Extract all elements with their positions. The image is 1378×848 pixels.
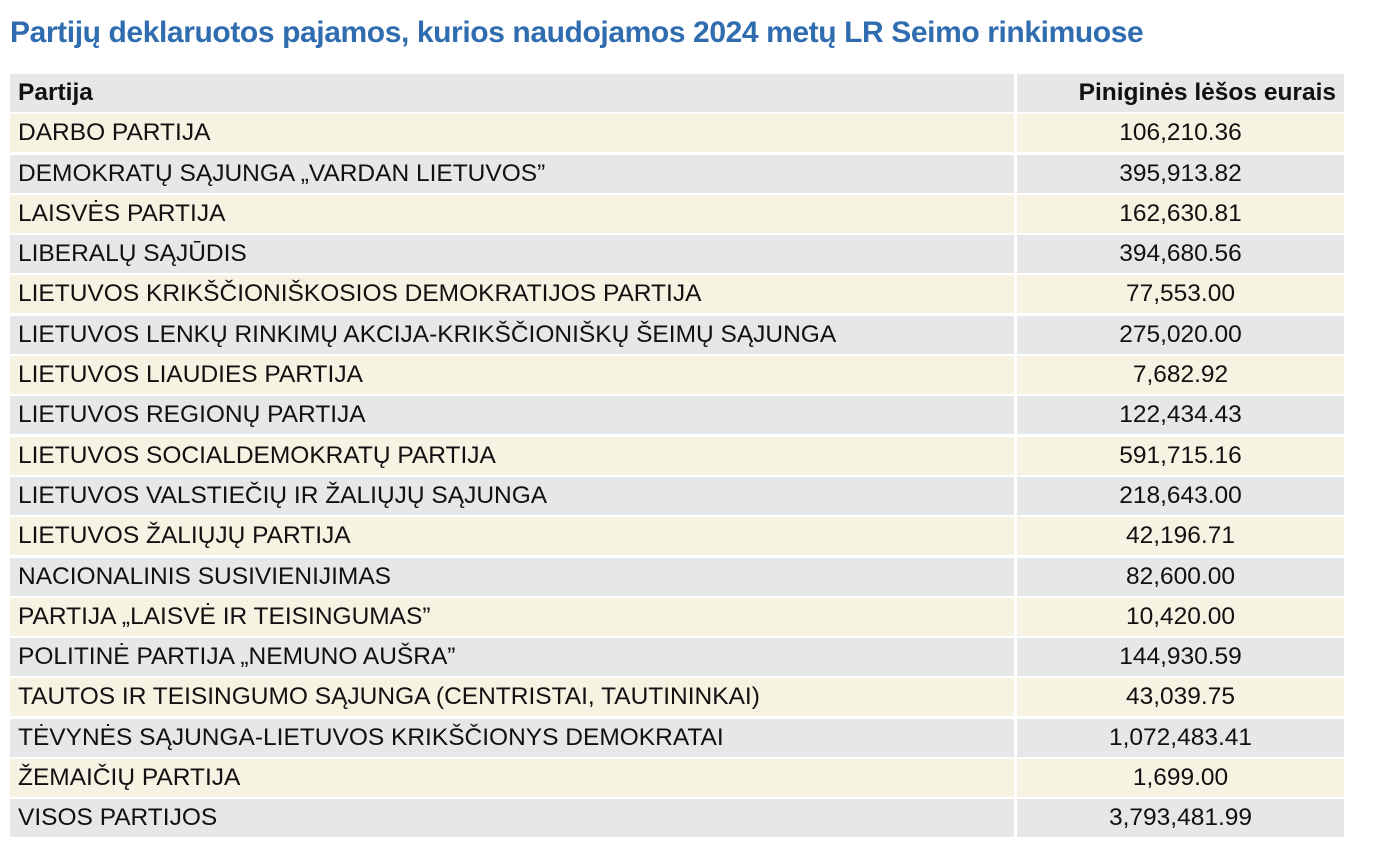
table-row bbox=[10, 759, 1344, 797]
party-name: ŽEMAIČIŲ PARTIJA bbox=[10, 759, 1014, 797]
total-amount: 3,793,481.99 bbox=[1017, 799, 1344, 837]
page-title: Partijų deklaruotos pajamos, kurios naudojamos 2024 metų LR Seimo rinkimuose bbox=[10, 16, 1144, 49]
party-name: LIETUVOS SOCIALDEMOKRATŲ PARTIJA bbox=[10, 437, 1014, 475]
party-name: LIETUVOS ŽALIŲJŲ PARTIJA bbox=[10, 517, 1014, 555]
party-name: TAUTOS IR TEISINGUMO SĄJUNGA (CENTRISTAI, TAUTININKAI) bbox=[10, 678, 1014, 716]
table-row bbox=[10, 558, 1344, 596]
party-name: LIETUVOS REGIONŲ PARTIJA bbox=[10, 396, 1014, 434]
party-name: LIBERALŲ SĄJŪDIS bbox=[10, 235, 1014, 273]
party-amount: 394,680.56 bbox=[1017, 235, 1344, 273]
party-amount: 591,715.16 bbox=[1017, 437, 1344, 475]
party-amount: 395,913.82 bbox=[1017, 155, 1344, 193]
header-amount: Piniginės lėšos eurais bbox=[1017, 74, 1344, 112]
total-label: VISOS PARTIJOS bbox=[10, 799, 1014, 837]
party-name: DARBO PARTIJA bbox=[10, 114, 1014, 152]
table-row bbox=[10, 678, 1344, 716]
party-amount: 7,682.92 bbox=[1017, 356, 1344, 394]
party-amount: 1,072,483.41 bbox=[1017, 719, 1344, 757]
table-row bbox=[10, 477, 1344, 515]
party-amount: 82,600.00 bbox=[1017, 558, 1344, 596]
party-amount: 43,039.75 bbox=[1017, 678, 1344, 716]
party-name: LIETUVOS LENKŲ RINKIMŲ AKCIJA-KRIKŠČIONIŠKŲ ŠEIMŲ SĄJUNGA bbox=[10, 316, 1014, 354]
party-amount: 106,210.36 bbox=[1017, 114, 1344, 152]
party-name: NACIONALINIS SUSIVIENIJIMAS bbox=[10, 558, 1014, 596]
party-amount: 162,630.81 bbox=[1017, 195, 1344, 233]
party-amount: 218,643.00 bbox=[1017, 477, 1344, 515]
party-amount: 144,930.59 bbox=[1017, 638, 1344, 676]
party-amount: 77,553.00 bbox=[1017, 275, 1344, 313]
table-row bbox=[10, 638, 1344, 676]
party-name: DEMOKRATŲ SĄJUNGA „VARDAN LIETUVOS” bbox=[10, 155, 1014, 193]
party-amount: 275,020.00 bbox=[1017, 316, 1344, 354]
header-party: Partija bbox=[10, 74, 1014, 112]
party-name: POLITINĖ PARTIJA „NEMUNO AUŠRA” bbox=[10, 638, 1014, 676]
party-amount: 1,699.00 bbox=[1017, 759, 1344, 797]
table-row bbox=[10, 155, 1344, 193]
table-row bbox=[10, 114, 1344, 152]
party-name: PARTIJA „LAISVĖ IR TEISINGUMAS” bbox=[10, 598, 1014, 636]
party-name: LIETUVOS KRIKŠČIONIŠKOSIOS DEMOKRATIJOS PARTIJA bbox=[10, 275, 1014, 313]
table-row bbox=[10, 517, 1344, 555]
table-total-row bbox=[10, 799, 1344, 837]
party-amount: 122,434.43 bbox=[1017, 396, 1344, 434]
table-row bbox=[10, 719, 1344, 757]
table-row bbox=[10, 195, 1344, 233]
party-name: LAISVĖS PARTIJA bbox=[10, 195, 1014, 233]
table-row bbox=[10, 437, 1344, 475]
party-name: TĖVYNĖS SĄJUNGA-LIETUVOS KRIKŠČIONYS DEMOKRATAI bbox=[10, 719, 1014, 757]
party-amount: 10,420.00 bbox=[1017, 598, 1344, 636]
party-income-table bbox=[10, 74, 1344, 840]
table-row bbox=[10, 275, 1344, 313]
party-amount: 42,196.71 bbox=[1017, 517, 1344, 555]
table-header-row bbox=[10, 74, 1344, 112]
table-row bbox=[10, 598, 1344, 636]
table-row bbox=[10, 235, 1344, 273]
party-name: LIETUVOS LIAUDIES PARTIJA bbox=[10, 356, 1014, 394]
table-row bbox=[10, 396, 1344, 434]
table-row bbox=[10, 316, 1344, 354]
table-row bbox=[10, 356, 1344, 394]
party-name: LIETUVOS VALSTIEČIŲ IR ŽALIŲJŲ SĄJUNGA bbox=[10, 477, 1014, 515]
